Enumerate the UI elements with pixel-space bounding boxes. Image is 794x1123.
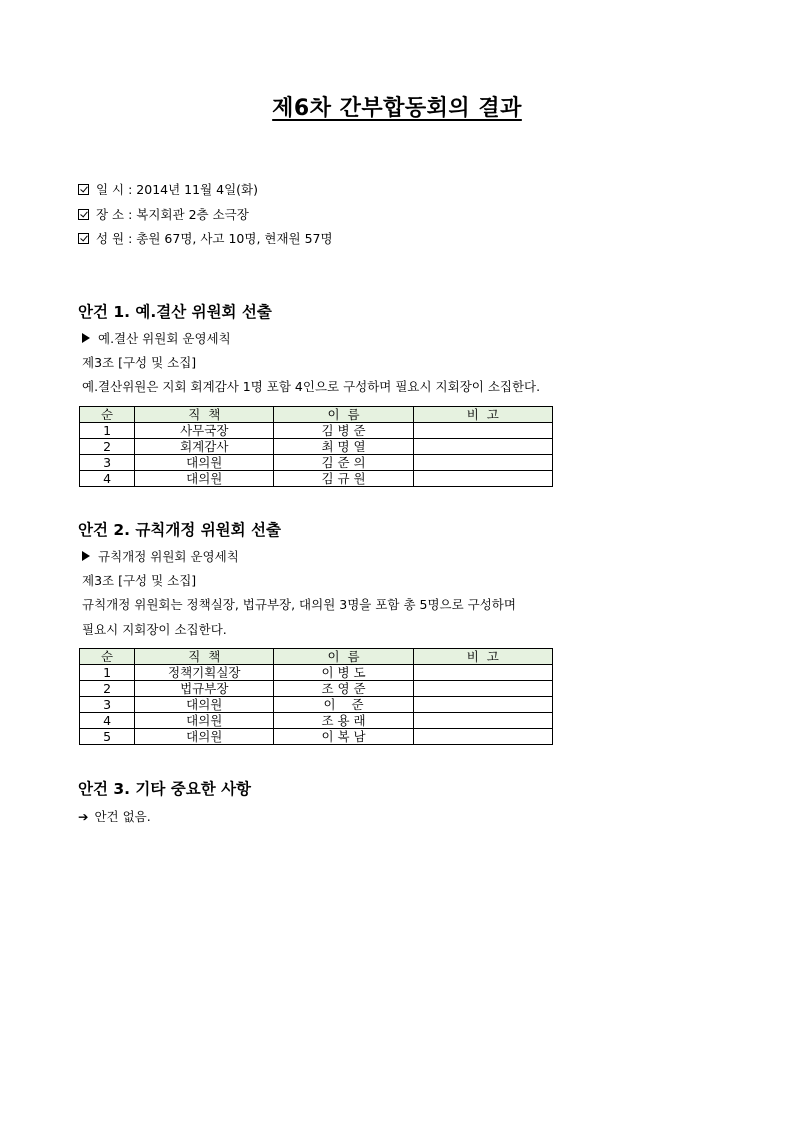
table-cell: 조 영 준 bbox=[274, 681, 413, 697]
table-cell bbox=[413, 729, 552, 745]
table-cell: 대의원 bbox=[135, 713, 274, 729]
header-cell: 이 름 bbox=[274, 407, 413, 423]
table-cell bbox=[413, 697, 552, 713]
header-cell: 순 bbox=[80, 407, 135, 423]
info-label: 장 소 bbox=[96, 207, 125, 222]
header-cell: 비 고 bbox=[413, 649, 552, 665]
agenda3-heading: 안건 3. 기타 중요한 사항 bbox=[78, 780, 252, 798]
table-cell: 조 용 래 bbox=[274, 713, 413, 729]
table-cell: 대의원 bbox=[135, 729, 274, 745]
info-quorum: 성 원 : 총원 67명, 사고 10명, 현재원 57명 bbox=[78, 229, 333, 247]
table-cell: 대의원 bbox=[135, 455, 274, 471]
header-cell: 직 책 bbox=[135, 407, 274, 423]
agenda1-heading: 안건 1. 예.결산 위원회 선출 bbox=[78, 303, 272, 321]
table-row bbox=[80, 471, 553, 487]
agenda2-heading: 안건 2. 규칙개정 위원회 선출 bbox=[78, 521, 281, 539]
page-title: 제6차 간부합동회의 결과 bbox=[272, 96, 522, 121]
triangle-bullet-icon bbox=[82, 333, 90, 343]
table-cell bbox=[413, 423, 552, 439]
table-cell: 2 bbox=[80, 681, 135, 697]
table-cell: 김 병 준 bbox=[274, 423, 413, 439]
table-row bbox=[80, 729, 553, 745]
table-header-row bbox=[80, 407, 553, 423]
agenda1-article: 제3조 [구성 및 소집] bbox=[82, 355, 197, 370]
table-cell: 5 bbox=[80, 729, 135, 745]
info-place: 장 소 : 복지회관 2층 소극장 bbox=[78, 205, 249, 223]
table-cell bbox=[413, 665, 552, 681]
table-cell bbox=[413, 713, 552, 729]
table-cell: 최 명 열 bbox=[274, 439, 413, 455]
agenda3-note bbox=[78, 807, 151, 825]
agenda2-text2: 필요시 지회장이 소집한다. bbox=[82, 622, 227, 637]
table-cell: 대의원 bbox=[135, 471, 274, 487]
table-cell: 이 복 남 bbox=[274, 729, 413, 745]
arrow-right-icon: ➔ bbox=[78, 809, 89, 824]
table-cell bbox=[413, 439, 552, 455]
table-row bbox=[80, 423, 553, 439]
table-cell bbox=[413, 681, 552, 697]
info-label: 성 원 bbox=[96, 231, 125, 246]
checkbox-icon bbox=[78, 209, 89, 220]
info-date: 일 시 : 2014년 11월 4일(화) bbox=[78, 180, 258, 198]
header-cell: 비 고 bbox=[413, 407, 552, 423]
table-cell: 4 bbox=[80, 471, 135, 487]
header-cell: 순 bbox=[80, 649, 135, 665]
triangle-bullet-icon bbox=[82, 551, 90, 561]
table-cell: 4 bbox=[80, 713, 135, 729]
table-cell: 대의원 bbox=[135, 697, 274, 713]
agenda2-bullet-text: 규칙개정 위원회 운영세칙 bbox=[98, 549, 239, 564]
agenda3-note-text: 안건 없음. bbox=[94, 809, 151, 824]
table-row bbox=[80, 697, 553, 713]
header-cell: 직 책 bbox=[135, 649, 274, 665]
checkbox-icon bbox=[78, 233, 89, 244]
table-cell: 이 준 bbox=[274, 697, 413, 713]
table-cell: 정책기획실장 bbox=[135, 665, 274, 681]
table-row bbox=[80, 455, 553, 471]
header-cell: 이 름 bbox=[274, 649, 413, 665]
agenda2-text1: 규칙개정 위원회는 정책실장, 법규부장, 대의원 3명을 포함 총 5명으로 구성하며 bbox=[82, 597, 516, 612]
table-cell: 1 bbox=[80, 665, 135, 681]
agenda1-table bbox=[79, 406, 553, 487]
info-value: 2014년 11월 4일(화) bbox=[136, 182, 258, 197]
table-cell: 1 bbox=[80, 423, 135, 439]
table-row bbox=[80, 681, 553, 697]
table-cell: 김 준 의 bbox=[274, 455, 413, 471]
agenda2-bullet bbox=[82, 547, 239, 565]
table-cell: 이 병 도 bbox=[274, 665, 413, 681]
info-value: 복지회관 2층 소극장 bbox=[136, 207, 249, 222]
agenda1-bullet bbox=[82, 329, 231, 347]
checkbox-icon bbox=[78, 184, 89, 195]
table-cell: 법규부장 bbox=[135, 681, 274, 697]
table-row bbox=[80, 665, 553, 681]
table-cell bbox=[413, 471, 552, 487]
info-value: 총원 67명, 사고 10명, 현재원 57명 bbox=[136, 231, 333, 246]
agenda2-table bbox=[79, 648, 553, 745]
table-cell: 회계감사 bbox=[135, 439, 274, 455]
table-cell: 3 bbox=[80, 697, 135, 713]
agenda1-bullet-text: 예.결산 위원회 운영세칙 bbox=[98, 331, 231, 346]
table-header-row bbox=[80, 649, 553, 665]
table-row bbox=[80, 439, 553, 455]
agenda1-text: 예.결산위원은 지회 회계감사 1명 포함 4인으로 구성하며 필요시 지회장이 소집한다. bbox=[82, 379, 541, 394]
agenda2-article: 제3조 [구성 및 소집] bbox=[82, 573, 197, 588]
info-label: 일 시 bbox=[96, 182, 125, 197]
table-cell: 김 규 원 bbox=[274, 471, 413, 487]
table-row bbox=[80, 713, 553, 729]
table-cell bbox=[413, 455, 552, 471]
table-cell: 3 bbox=[80, 455, 135, 471]
table-cell: 2 bbox=[80, 439, 135, 455]
table-cell: 사무국장 bbox=[135, 423, 274, 439]
